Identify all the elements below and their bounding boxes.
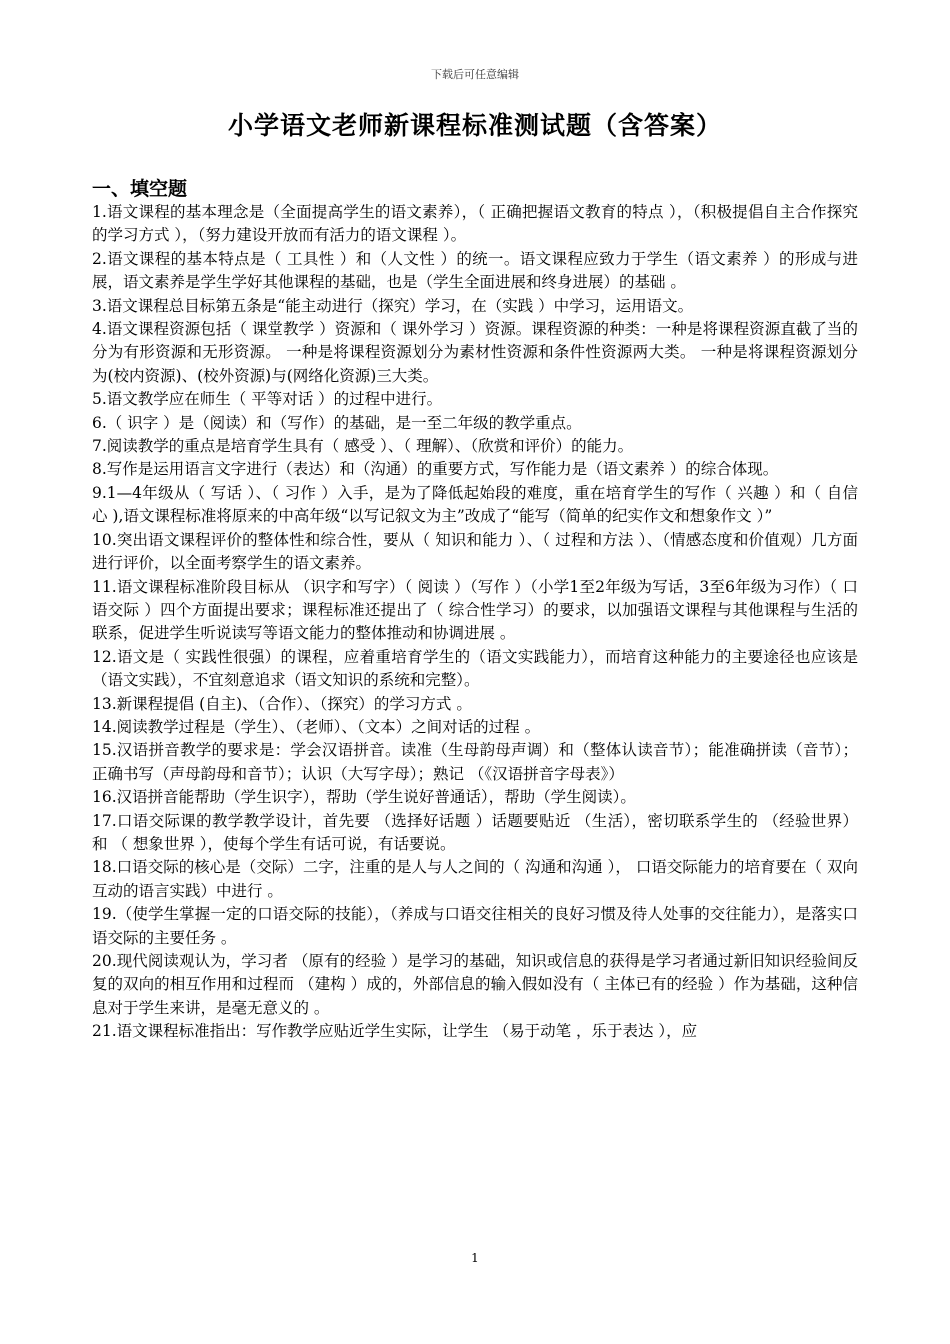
question-item: 19.（使学生掌握一定的口语交际的技能），（养成与口语交往相关的良好习惯及待人处事的交往能力），是落实口语交际的主要任务 。 (92, 905, 858, 947)
section-heading: 一、填空题 (92, 178, 188, 200)
page-number: 1 (471, 1251, 479, 1265)
question-item: 6.（ 识字 ）是（阅读）和（写作）的基础，是一至二年级的教学重点。 (92, 413, 582, 432)
question-item: 14.阅读教学过程是（学生）、（老师）、（文本）之间对话的过程 。 (92, 717, 541, 736)
question-item: 3.语文课程总目标第五条是“能主动进行（探究）学习，在（实践 ）中学习，运用语文。 (92, 296, 694, 315)
question-item: 17.口语交际课的教学教学设计，首先要 （选择好话题 ）话题要贴近 （生活），密切联系学生的 （经验世界） 和 （ 想象世界 ），使每个学生有话可说，有话要说。 (92, 811, 858, 853)
question-item: 12.语文是（ 实践性很强）的课程，应着重培育学生的（语文实践能力），而培育这种能力的主要途径也应该是（语文实践），不宜刻意追求（语文知识的系统和完整）。 (92, 647, 858, 690)
question-item: 9.1—4年级从（ 写话 ）、（ 习作 ）入手，是为了降低起始段的难度，重在培育学生的写作（ 兴趣 ）和（ 自信心 ),语文课程标准将原来的中高年级“以写记叙文为主”改成了“能写（简单的纪实作文和想象作文 ）” (92, 483, 858, 526)
question-list (92, 201, 858, 1044)
document-title: 小学语文老师新课程标准测试题（含答案） (227, 111, 722, 140)
question-item: 7.阅读教学的重点是培育学生具有（ 感受 ）、（ 理解）、（欣赏和评价）的能力。 (92, 437, 634, 456)
question-item: 2.语文课程的基本特点是（ 工具性 ）和（人文性 ）的统一。语文课程应致力于学生（语文素养 ）的形成与进展，语文素养是学生学好其他课程的基础，也是（学生全面进展和终身进展）的基础 。 (92, 249, 858, 292)
question-item: 16.汉语拼音能帮助（学生识字），帮助（学生说好普通话），帮助（学生阅读）。 (92, 788, 636, 807)
question-item: 8.写作是运用语言文字进行（表达）和（沟通）的重要方式，写作能力是（语文素养 ）的综合体现。 (92, 460, 779, 479)
question-item: 11.语文课程标准阶段目标从 （识字和写字）（ 阅读 ）（写作 ）（小学1至2年级为写话，3至6年级为习作）（ 口语交际 ）四个方面提出要求；课程标准还提出了（ 综合性学习）的要求，以加强语文课程与其他课程与生活的联系，促进学生听说读写等语文能力的整体推动和协调进展 。 (92, 577, 858, 643)
question-item: 13.新课程提倡 (自主)、（合作）、（探究）的学习方式 。 (92, 694, 472, 713)
question-item: 20.现代阅读观认为，学习者 （原有的经验 ）是学习的基础，知识或信息的获得是学习者通过新旧知识经验间反复的双向的相互作用和过程而 （建构 ）成的，外部信息的输入假如没有（ 主体已有的经验 ）作为基础，这种信息对于学生来讲，是毫无意义的 。 (92, 952, 858, 1017)
question-item: 10.突出语文课程评价的整体性和综合性，要从（ 知识和能力 ）、（ 过程和方法 ）、（情感态度和价值观）几方面进行评价，以全面考察学生的语文素养。 (92, 530, 858, 573)
question-item: 15.汉语拼音教学的要求是：学会汉语拼音。读准（生母韵母声调）和（整体认读音节）；能准确拼读（音节）；正确书写（声母韵母和音节）；认识（大写字母）；熟记 （《汉语拼音字母表》） (92, 741, 858, 783)
question-item: 18.口语交际的核心是（交际）二字，注重的是人与人之间的（ 沟通和沟通 ）， 口语交际能力的培育要在（ 双向互动的语言实践）中进行 。 (92, 858, 858, 900)
question-item: 21.语文课程标准指出：写作教学应贴近学生实际，让学生 （易于动笔 ，乐于表达 ），应 (92, 1022, 698, 1041)
question-item: 1.语文课程的基本理念是（全面提高学生的语文素养），（ 正确把握语文教育的特点 ），（积极提倡自主合作探究的学习方式 ），（努力建设开放而有活力的语文课程 ）。 (92, 203, 858, 245)
question-item: 4.语文课程资源包括（ 课堂教学 ）资源和（ 课外学习 ）资源。课程资源的种类：一种是将课程资源直截了当的分为有形资源和无形资源。 一种是将课程资源划分为素材性资源和条件性资源两大类。 一种是将课程资源划分为(校内资源)、(校外资源)与(网络化资源)三大类。 (92, 320, 858, 385)
page-header-note: 下载后可任意编辑 (431, 68, 519, 81)
question-item: 5.语文教学应在师生（ 平等对话 ）的过程中进行。 (92, 390, 443, 409)
